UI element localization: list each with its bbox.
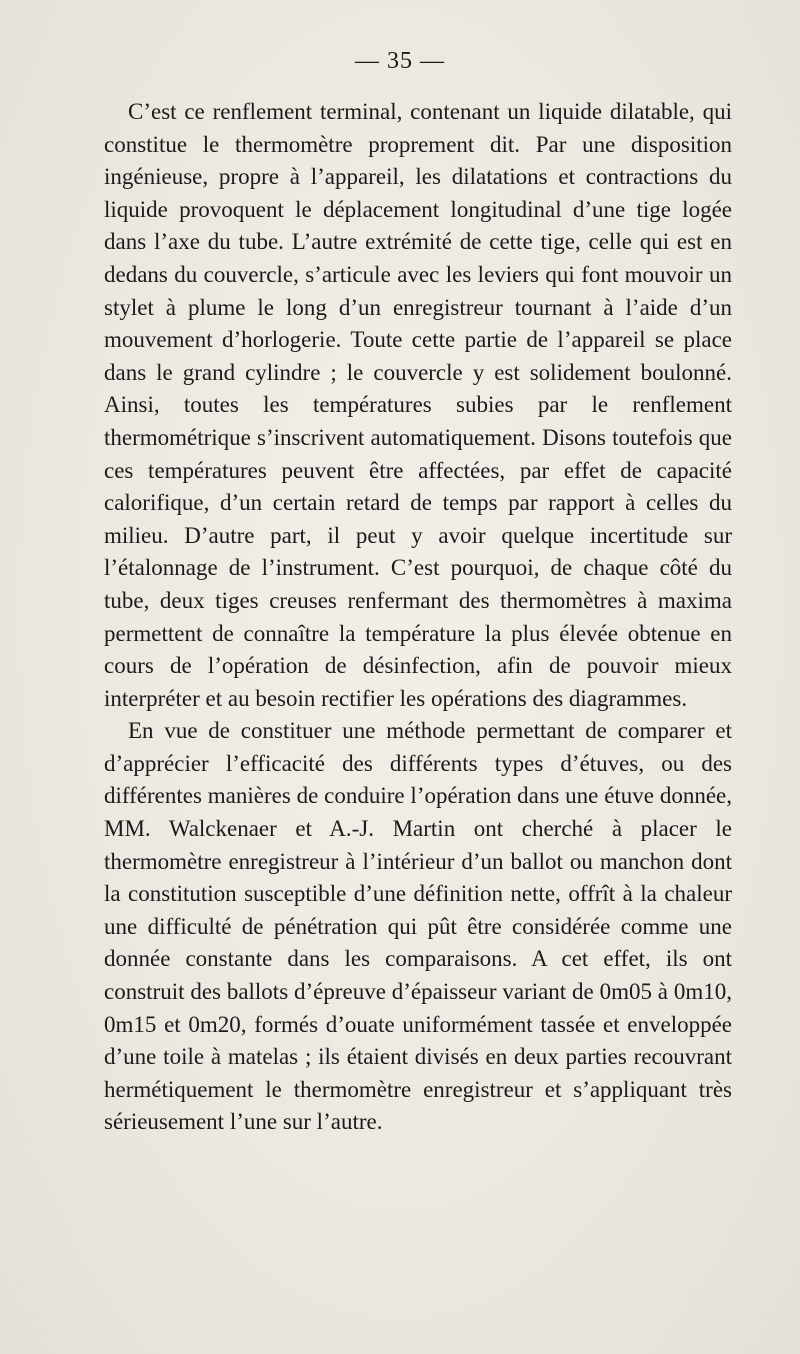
body-text (104, 96, 732, 1139)
page-number: — 35 — (355, 48, 445, 74)
paragraph-2: En vue de constituer une méthode permettant de comparer et d’apprécier l’efficacité des différents types d’étuves, ou des différentes manières de conduire l’opération dans une étuve donnée, MM. Walckenaer et A.-J. Martin ont cherché à placer le thermomètre enregistreur à l’intérieur d’un ballot ou manchon dont la constitution susceptible d’une définition nette, offrît à la chaleur une difficulté de pénétration qui pût être considérée comme une donnée constante dans les comparaisons. A cet effet, ils ont construit des ballots d’épreuve d’épaisseur variant de 0m05 à 0m10, 0m15 et 0m20, formés d’ouate uniformément tassée et enveloppée d’une toile à matelas ; ils étaient divisés en deux parties recouvrant hermétiquement le thermomètre enregistreur et s’appliquant très sérieusement l’une sur l’autre. (104, 718, 732, 1135)
paragraph-1: C’est ce renflement terminal, contenant un liquide dilatable, qui constitue le thermomètre proprement dit. Par une disposition ingénieuse, propre à l’appareil, les dilatations et contractions du liquide provoquent le déplacement longitudinal d’une tige logée dans l’axe du tube. L’autre extrémité de cette tige, celle qui est en dedans du couvercle, s’articule avec les leviers qui font mouvoir un stylet à plume le long d’un enregistreur tournant à l’aide d’un mouvement d’horlogerie. Toute cette partie de l’appareil se place dans le grand cylindre ; le couvercle y est solidement boulonné. Ainsi, toutes les températures subies par le renflement thermométrique s’inscrivent automatiquement. Disons toutefois que ces températures peuvent être affectées, par effet de capacité calorifique, d’un certain retard de temps par rapport à celles du milieu. D’autre part, il peut y avoir quelque incertitude sur l’étalonnage de l’instrument. C’est pourquoi, de chaque côté du tube, deux tiges creuses renfermant des thermomètres à maxima permettent de connaître la température la plus élevée obtenue en cours de l’opération de désinfection, afin de pouvoir mieux interpréter et au besoin rectifier les opérations des diagrammes. (104, 99, 732, 711)
